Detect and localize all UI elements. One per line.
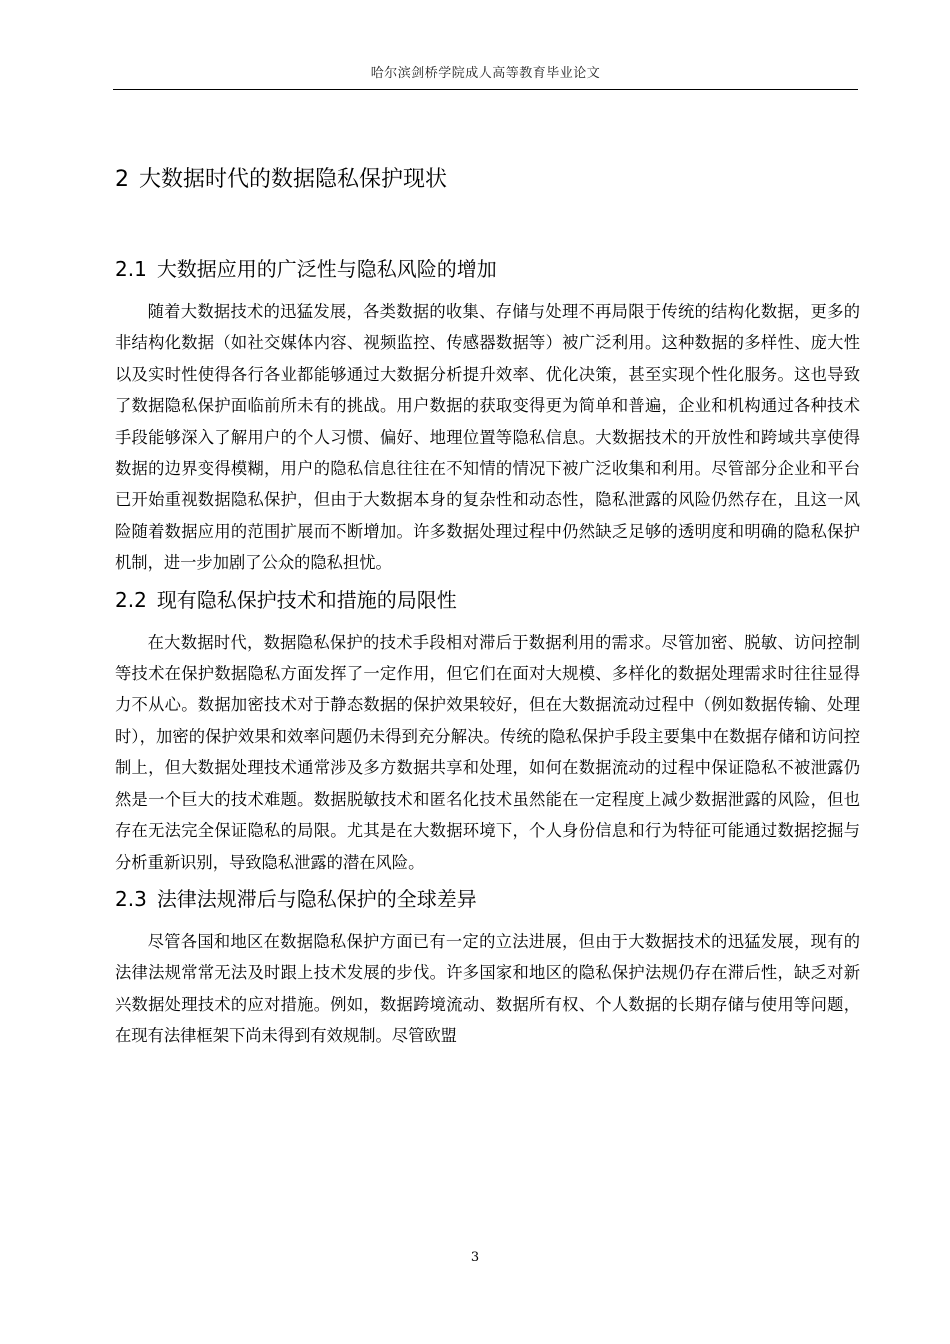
section-heading-2-3: [115, 882, 860, 916]
section-2-3-paragraph: 尽管各国和地区在数据隐私保护方面已有一定的立法进展，但由于大数据技术的迅猛发展，现有的法律法规常常无法及时跟上技术发展的步伐。许多国家和地区的隐私保护法规仍存在滞后性，缺乏对新兴数据处理技术的应对措施。例如，数据跨境流动、数据所有权、个人数据的长期存储与使用等问题，在现有法律框架下尚未得到有效规制。尽管欧盟: [115, 931, 860, 1046]
section-number: 2.1: [115, 257, 147, 281]
section-2-2-paragraph: 在大数据时代，数据隐私保护的技术手段相对滞后于数据利用的需求。尽管加密、脱敏、访问控制等技术在保护数据隐私方面发挥了一定作用，但它们在面对大规模、多样化的数据处理需求时往往显得力不从心。数据加密技术对于静态数据的保护效果较好，但在大数据流动过程中（例如数据传输、处理时），加密的保护效果和效率问题仍未得到充分解决。传统的隐私保护手段主要集中在数据存储和访问控制上，但大数据处理技术通常涉及多方数据共享和处理，如何在数据流动的过程中保证隐私不被泄露仍然是一个巨大的技术难题。数据脱敏技术和匿名化技术虽然能在一定程度上减少数据泄露的风险，但也存在无法完全保证隐私的局限。尤其是在大数据环境下，个人身份信息和行为特征可能通过数据挖掘与分析重新识别，导致隐私泄露的潜在风险。: [115, 632, 860, 872]
section-number: 2.3: [115, 886, 147, 911]
section-number: 2.2: [115, 587, 147, 612]
page-header: 哈尔滨剑桥学院成人高等教育毕业论文: [113, 62, 858, 90]
document-body: [115, 160, 860, 1052]
chapter-title-text: 大数据时代的数据隐私保护现状: [139, 167, 448, 192]
section-title-text: 大数据应用的广泛性与隐私风险的增加: [156, 257, 497, 281]
section-2-1-paragraph: 随着大数据技术的迅猛发展，各类数据的收集、存储与处理不再局限于传统的结构化数据，更多的非结构化数据（如社交媒体内容、视频监控、传感器数据等）被广泛利用。这种数据的多样性、庞大性以及实时性使得各行各业都能够通过大数据分析提升效率、优化决策，甚至实现个性化服务。这也导致了数据隐私保护面临前所未有的挑战。用户数据的获取变得更为简单和普遍，企业和机构通过各种技术手段能够深入了解用户的个人习惯、偏好、地理位置等隐私信息。大数据技术的开放性和跨域共享使得数据的边界变得模糊，用户的隐私信息往往在不知情的情况下被广泛收集和利用。尽管部分企业和平台已开始重视数据隐私保护，但由于大数据本身的复杂性和动态性，隐私泄露的风险仍然存在，且这一风险随着数据应用的范围扩展而不断增加。许多数据处理过程中仍然缺乏足够的透明度和明确的隐私保护机制，进一步加剧了公众的隐私担忧。: [115, 302, 860, 573]
section-heading-2-2: [115, 583, 860, 617]
section-title-text: 现有隐私保护技术和措施的局限性: [156, 587, 457, 612]
page-number: 3: [470, 1250, 480, 1265]
chapter-title: [115, 160, 860, 200]
section-heading-2-1: [115, 252, 860, 286]
chapter-number: 2: [115, 167, 129, 192]
section-title-text: 法律法规滞后与隐私保护的全球差异: [156, 886, 477, 911]
